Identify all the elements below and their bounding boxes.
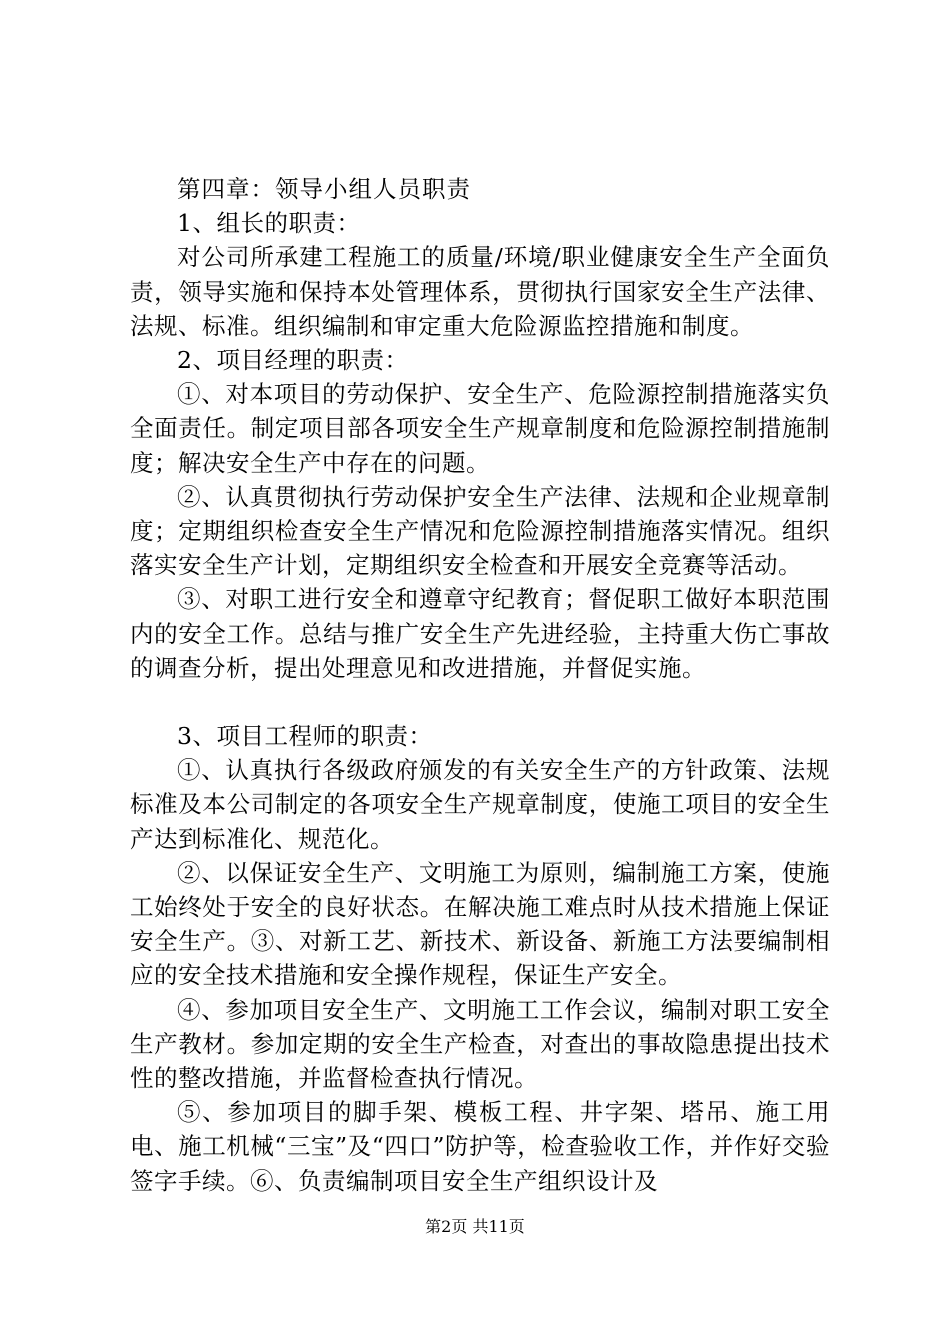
section-heading-project-engineer: 3、项目工程师的职责： [177,722,433,751]
document-body [130,172,830,1198]
section-heading-team-leader: 1、组长的职责： [177,209,361,238]
paragraph-gap [130,685,830,719]
paragraph-project-manager-item-3: ③、对职工进行安全和遵章守纪教育；督促职工做好本职范围内的安全工作。总结与推广安全生产先进经验，主持重大伤亡事故的调查分析，提出处理意见和改进措施，并督促实施。 [130,585,830,682]
chapter-heading: 第四章：领导小组人员职责 [177,175,471,203]
paragraph-project-engineer-item-4: ④、参加项目安全生产、文明施工工作会议，编制对职工安全生产教材。参加定期的安全生产检查，对查出的事故隐患提出技术性的整改措施，并监督检查执行情况。 [130,995,830,1093]
paragraph-project-engineer-item-2: ②、以保证安全生产、文明施工为原则，编制施工方案，使施工始终处于安全的良好状态。在解决施工难点时从技术措施上保证安全生产。③、对新工艺、新技术、新设备、新施工方法要编制相应的安全技术措施和安全操作规程，保证生产安全。 [130,858,830,990]
page-number-footer: 第2页 共11页 [425,1217,525,1236]
paragraph-project-manager-item-2: ②、认真贯彻执行劳动保护安全生产法律、法规和企业规章制度；定期组织检查安全生产情况和危险源控制措施落实情况。组织落实安全生产计划，定期组织安全检查和开展安全竞赛等活动。 [130,482,830,580]
section-heading-project-manager: 2、项目经理的职责： [177,346,409,375]
paragraph-project-manager-item-1: ①、对本项目的劳动保护、安全生产、危险源控制措施落实负全面责任。制定项目部各项安全生产规章制度和危险源控制措施制度；解决安全生产中存在的问题。 [130,380,830,477]
paragraph-project-engineer-item-1: ①、认真执行各级政府颁发的有关安全生产的方针政策、法规标准及本公司制定的各项安全生产规章制度，使施工项目的安全生产达到标准化、规范化。 [130,756,830,853]
paragraph-project-engineer-item-5: ⑤、参加项目的脚手架、模板工程、井字架、塔吊、施工用电、施工机械“三宝”及“四口”防护等，检查验收工作，并作好交验签字手续。⑥、负责编制项目安全生产组织设计及 [130,1098,830,1195]
paragraph-team-leader-duties: 对公司所承建工程施工的质量/环境/职业健康安全生产全面负责，领导实施和保持本处管理体系，贯彻执行国家安全生产法律、法规、标准。组织编制和审定重大危险源监控措施和制度。 [130,243,830,340]
